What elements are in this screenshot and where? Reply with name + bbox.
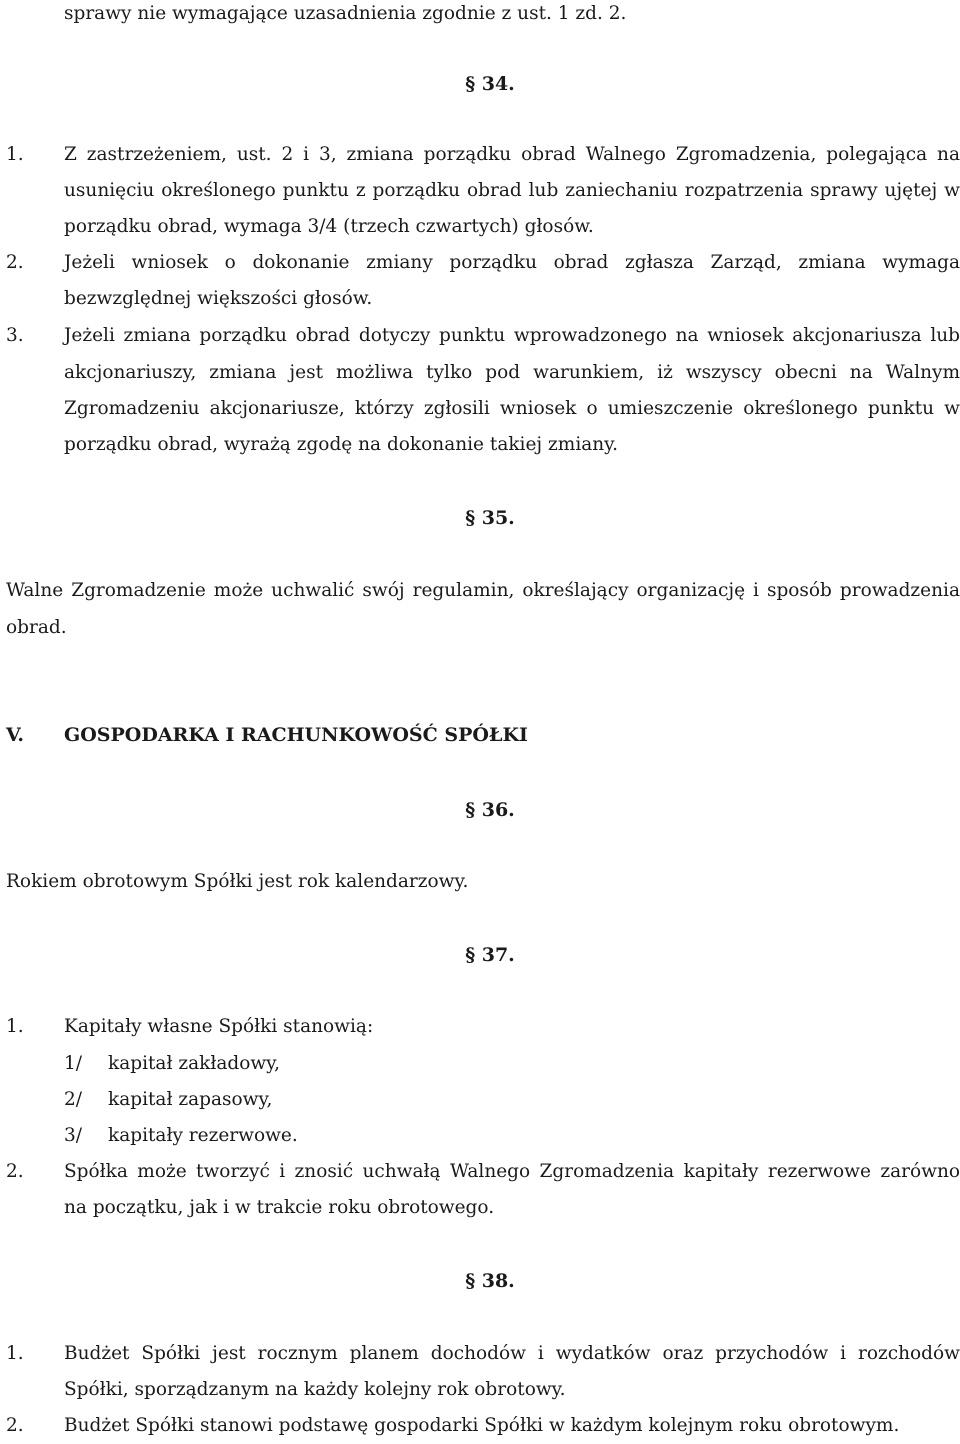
s38-p2-line1: Budżet Spółki stanowi podstawę gospodarki Spółki w każdym kolejnym roku obrotowym.	[64, 1415, 900, 1436]
s35-line2: obrad.	[6, 617, 67, 638]
section-38-title: § 38.	[465, 1270, 515, 1292]
s37-item-1-number: 1/	[64, 1053, 83, 1074]
s37-item-2-number: 2/	[64, 1089, 83, 1110]
s34-p1-line1: Z zastrzeżeniem, ust. 2 i 3, zmiana porządku obrad Walnego Zgromadzenia, polegająca na	[64, 144, 960, 165]
s37-item-1-text: kapitał zakładowy,	[108, 1053, 281, 1074]
s34-p3-line4: porządku obrad, wyrażą zgodę na dokonanie takiej zmiany.	[64, 434, 619, 455]
s34-p1-number: 1.	[6, 144, 24, 165]
s36-line1: Rokiem obrotowym Spółki jest rok kalendarzowy.	[6, 871, 469, 892]
s34-p1-line2: usunięciu określonego punktu z porządku obrad lub zaniechaniu rozpatrzenia sprawy ujętej w	[64, 180, 960, 201]
s38-p1-line1: Budżet Spółki jest rocznym planem dochodów i wydatków oraz przychodów i rozchodów	[64, 1343, 960, 1364]
s37-p1-line1: Kapitały własne Spółki stanowią:	[64, 1016, 374, 1037]
s34-p3-line2: akcjonariuszy, zmiana jest możliwa tylko pod warunkiem, iż wszyscy obecni na Walnym	[64, 362, 960, 383]
s34-p1-line3: porządku obrad, wymaga 3/4 (trzech czwartych) głosów.	[64, 216, 594, 237]
chapter-title: GOSPODARKA I RACHUNKOWOŚĆ SPÓŁKI	[64, 724, 528, 746]
s34-p2-line2: bezwzględnej większości głosów.	[64, 288, 373, 309]
s34-p2-number: 2.	[6, 252, 24, 273]
intro-text: sprawy nie wymagające uzasadnienia zgodnie z ust. 1 zd. 2.	[64, 3, 627, 24]
s34-p3-line1: Jeżeli zmiana porządku obrad dotyczy punktu wprowadzonego na wniosek akcjonariusza lub	[64, 325, 960, 346]
s35-line1: Walne Zgromadzenie może uchwalić swój regulamin, określający organizację i sposób prowadzenia	[6, 580, 960, 601]
s37-p2-line2: na początku, jak i w trakcie roku obrotowego.	[64, 1197, 495, 1218]
s34-p2-line1: Jeżeli wniosek o dokonanie zmiany porządku obrad zgłasza Zarząd, zmiana wymaga	[64, 252, 960, 273]
s37-p2-line1: Spółka może tworzyć i znosić uchwałą Walnego Zgromadzenia kapitały rezerwowe zarówno	[64, 1161, 960, 1182]
s37-item-2-text: kapitał zapasowy,	[108, 1089, 273, 1110]
chapter-number: V.	[6, 724, 25, 746]
section-35-title: § 35.	[465, 507, 515, 529]
s37-p1-number: 1.	[6, 1016, 24, 1037]
s38-p1-number: 1.	[6, 1343, 24, 1364]
s38-p1-line2: Spółki, sporządzanym na każdy kolejny rok obrotowy.	[64, 1379, 566, 1400]
s37-p2-number: 2.	[6, 1161, 24, 1182]
s37-item-3-number: 3/	[64, 1125, 83, 1146]
section-34-title: § 34.	[465, 73, 515, 95]
section-36-title: § 36.	[465, 799, 515, 821]
s38-p2-number: 2.	[6, 1415, 24, 1436]
s34-p3-line3: Zgromadzeniu akcjonariusze, którzy zgłosili wniosek o umieszczenie określonego punktu w	[64, 398, 960, 419]
s34-p3-number: 3.	[6, 325, 24, 346]
s37-item-3-text: kapitały rezerwowe.	[108, 1125, 298, 1146]
section-37-title: § 37.	[465, 944, 515, 966]
